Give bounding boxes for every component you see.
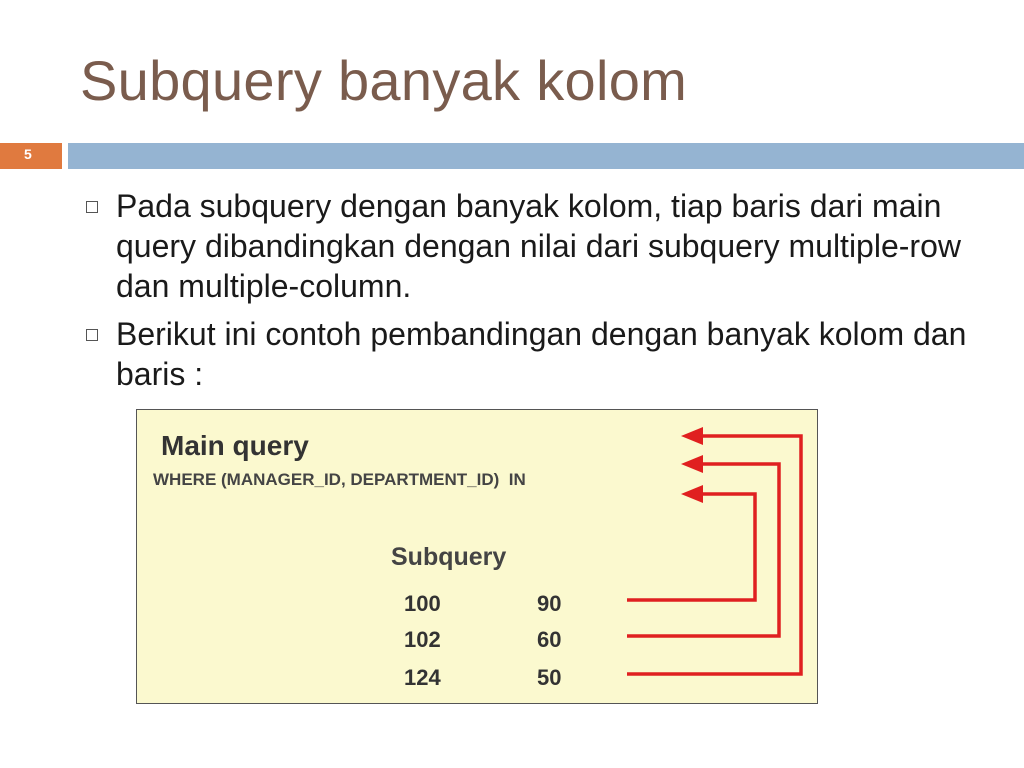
main-query-label: Main query: [161, 430, 309, 461]
bullet-text: Pada subquery dengan banyak kolom, tiap baris dari main query dibandingkan dengan nilai dari subquery multiple-row dan multiple-column.: [116, 188, 961, 304]
bullet-list: [80, 186, 980, 402]
department-id-cell: 60: [537, 627, 562, 652]
subquery-diagram: [136, 409, 818, 704]
square-bullet-icon: [86, 329, 98, 341]
department-id-cell: 50: [537, 665, 562, 690]
slide-number-badge: [0, 143, 62, 169]
bullet-text: Berikut ini contoh pembandingan dengan banyak kolom dan baris :: [116, 316, 967, 392]
arrow-head-icon: [681, 485, 703, 503]
department-id-cell: 90: [537, 591, 562, 616]
arrow-heads: [681, 427, 703, 503]
arrow-head-icon: [681, 455, 703, 473]
arrow-row-3: [627, 436, 801, 674]
bullet-item: [80, 186, 980, 306]
arrows-diagram: [137, 410, 819, 705]
square-bullet-icon: [86, 201, 98, 213]
subquery-label: Subquery: [391, 543, 507, 571]
arrow-head-icon: [681, 427, 703, 445]
slide-title: Subquery banyak kolom: [80, 49, 688, 112]
slide-number: 5: [24, 146, 32, 162]
manager-id-cell: 100: [404, 591, 441, 616]
bullet-item: [80, 314, 980, 394]
accent-bar: [68, 143, 1024, 169]
arrow-lines: [627, 436, 801, 674]
manager-id-cell: 102: [404, 627, 441, 652]
arrow-row-1: [627, 494, 755, 600]
manager-id-cell: 124: [404, 665, 441, 690]
where-clause: WHERE (MANAGER_ID, DEPARTMENT_ID) IN: [153, 470, 526, 489]
